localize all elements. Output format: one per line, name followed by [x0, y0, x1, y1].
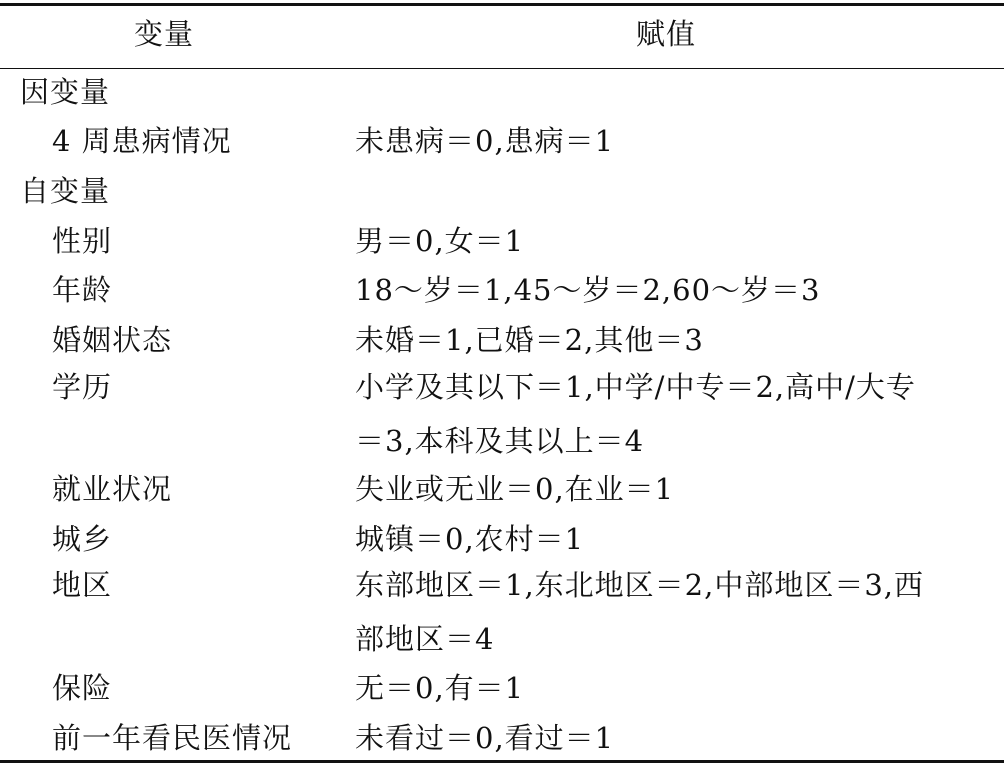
row-value-employment: 失业或无业＝0,在业＝1	[355, 472, 675, 506]
row-variable-education: 学历	[52, 370, 113, 404]
row-value-illness: 未患病＝0,患病＝1	[355, 124, 615, 158]
column-header-variable: 变量	[134, 17, 195, 51]
row-value-age: 18～岁＝1,45～岁＝2,60～岁＝3	[355, 273, 821, 307]
table-bottom-rule	[0, 760, 1004, 763]
row-variable-folk-doctor: 前一年看民医情况	[52, 721, 293, 755]
section-label-dependent: 因变量	[20, 75, 111, 109]
row-value-insurance: 无＝0,有＝1	[355, 671, 525, 705]
row-value-education-line2: ＝3,本科及其以上＝4	[355, 424, 645, 458]
row-value-education-line1: 小学及其以下＝1,中学/中专＝2,高中/大专	[355, 370, 916, 404]
row-value-gender: 男＝0,女＝1	[355, 224, 525, 258]
row-value-region-line2: 部地区＝4	[355, 622, 495, 656]
row-value-urban-rural: 城镇＝0,农村＝1	[355, 522, 585, 556]
row-value-marital: 未婚＝1,已婚＝2,其他＝3	[355, 323, 704, 357]
column-header-assignment: 赋值	[636, 17, 697, 51]
row-variable-illness: 4 周患病情况	[52, 124, 232, 158]
table-header-rule	[0, 68, 1004, 69]
row-variable-age: 年龄	[52, 273, 113, 307]
row-variable-region: 地区	[52, 568, 113, 602]
row-value-region-line1: 东部地区＝1,东北地区＝2,中部地区＝3,西	[355, 568, 925, 602]
row-value-folk-doctor: 未看过＝0,看过＝1	[355, 721, 615, 755]
row-variable-marital: 婚姻状态	[52, 323, 173, 357]
section-label-independent: 自变量	[20, 174, 111, 208]
row-variable-urban-rural: 城乡	[52, 522, 113, 556]
row-variable-insurance: 保险	[52, 671, 113, 705]
row-variable-employment: 就业状况	[52, 472, 173, 506]
table-top-rule	[0, 3, 1004, 6]
row-variable-gender: 性别	[52, 224, 113, 258]
